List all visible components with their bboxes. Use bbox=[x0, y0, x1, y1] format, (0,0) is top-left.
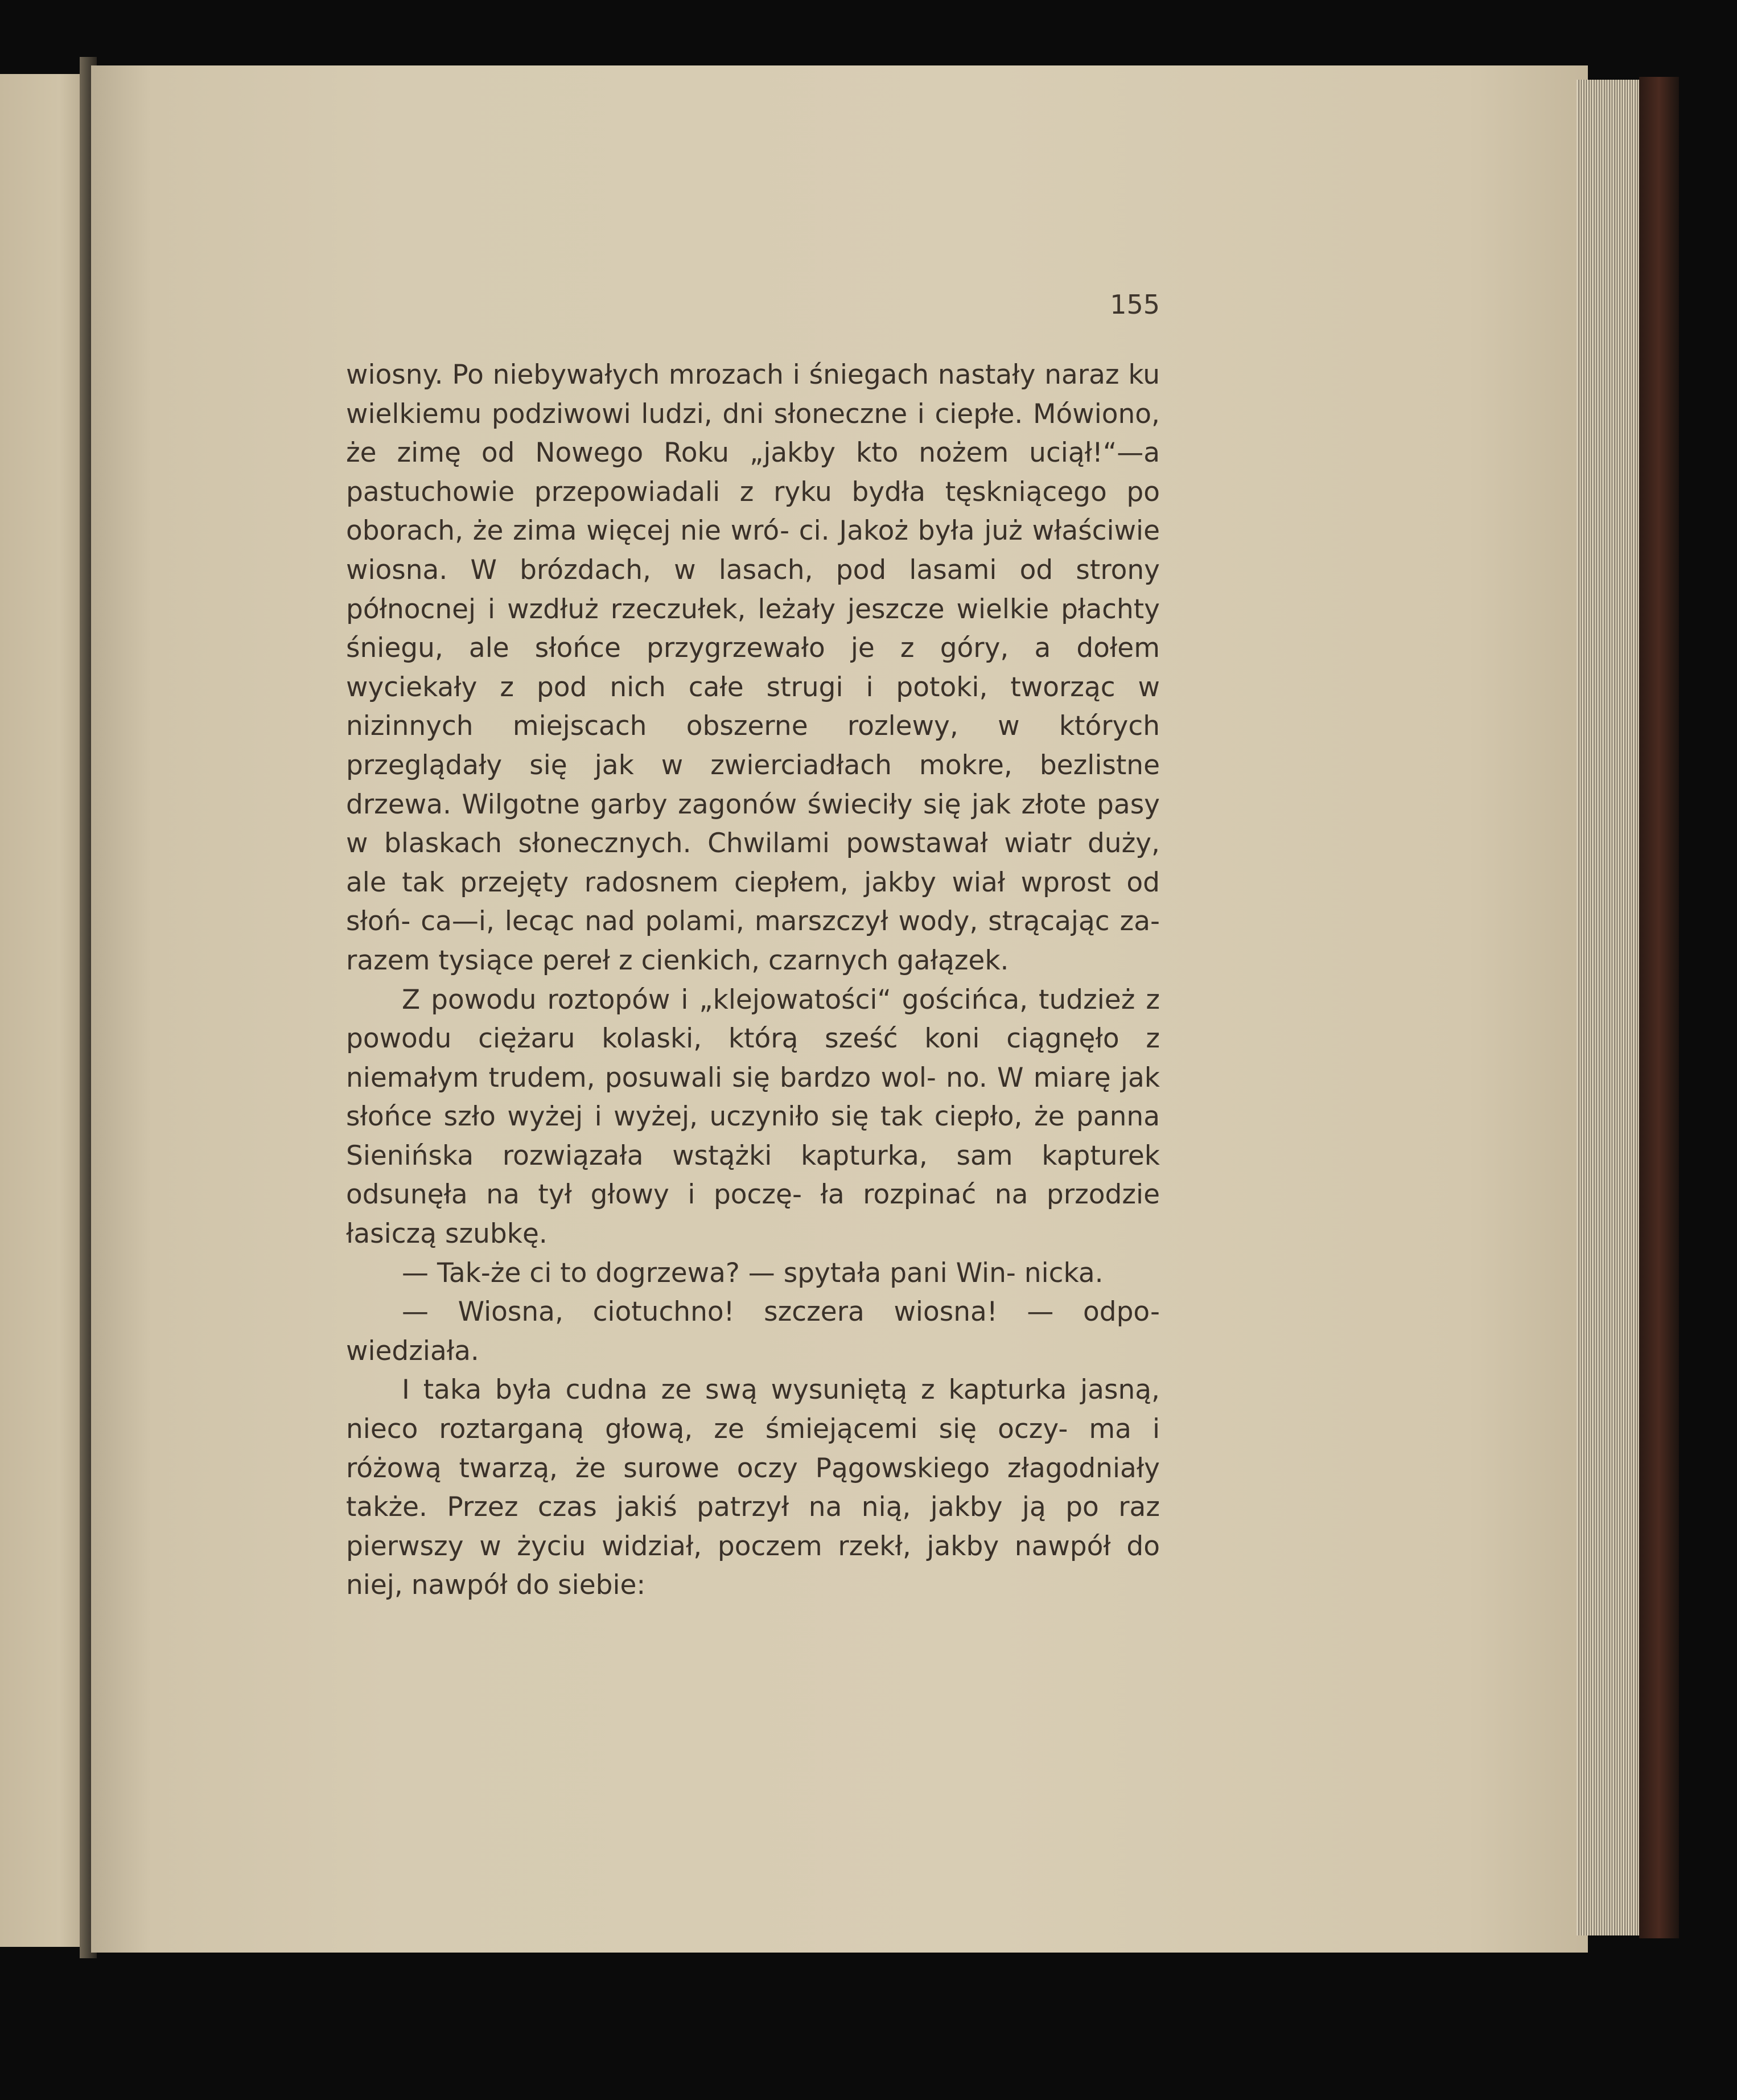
page-edges bbox=[1577, 80, 1645, 1935]
paragraph-4: — Wiosna, ciotuchno! szczera wiosna! — odpo- wiedziała. bbox=[346, 1296, 1160, 1367]
paragraph-3: — Tak-że ci to dogrzewa? — spytała pani Win- nicka. bbox=[402, 1257, 1104, 1289]
paragraph-1: wiosny. Po niebywałych mrozach i śniegach nastały naraz ku wielkiemu podziwowi ludzi, dni słoneczne i ciepłe. Mówiono, że zimę od Nowego Roku „jakby kto nożem uciął!“—a pastuchowie przepowiadali z ryku bydła tęskniącego po oborach, że zima więcej nie wró- ci. Jakoż była już właściwie wiosna. W brózdach, w lasach, pod lasami od strony północnej i wzdłuż rzeczułek, leżały jeszcze wielkie płachty śniegu, ale słońce przygrzewało je z góry, a dołem wyciekały z pod nich całe strugi i potoki, tworząc w nizinnych miejscach obszerne rozlewy, w których przeglądały się jak w zwierciadłach mokre, bezlistne drzewa. Wilgotne garby zagonów świeciły się jak złote pasy w blaskach słonecznych. Chwilami powstawał wiatr duży, ale tak przejęty radosnem ciepłem, jakby wiał wprost od słoń- ca—i, lecąc nad polami, marszczył wody, strącając za- razem tysiące pereł z cienkich, czarnych gałązek. bbox=[346, 359, 1160, 976]
page-text-block bbox=[346, 287, 1160, 1605]
paragraph-5: I taka była cudna ze swą wysuniętą z kapturka jasną, nieco roztarganą głową, ze śmiejącemi się oczy- ma i różową twarzą, że surowe oczy Pągowskiego złagodniały także. Przez czas jakiś patrzył na nią, jakby ją po raz pierwszy w życiu widział, poczem rzekł, jakby nawpół do niej, nawpół do siebie: bbox=[346, 1374, 1160, 1601]
book-cover-edge bbox=[1639, 77, 1679, 1938]
paragraph-2: Z powodu roztopów i „klejowatości“ gościńca, tudzież z powodu ciężaru kolaski, którą sześć koni ciągnęło z niemałym trudem, posuwali się bardzo wol- no. W miarę jak słońce szło wyżej i wyżej, uczyniło się tak ciepło, że panna Sienińska rozwiązała wstążki kapturka, sam kapturek odsunęła na tył głowy i poczę- ła rozpinać na przodzie łasiczą szubkę. bbox=[346, 984, 1160, 1250]
page-number: 155 bbox=[1110, 289, 1160, 320]
left-page-edge bbox=[0, 74, 85, 1947]
